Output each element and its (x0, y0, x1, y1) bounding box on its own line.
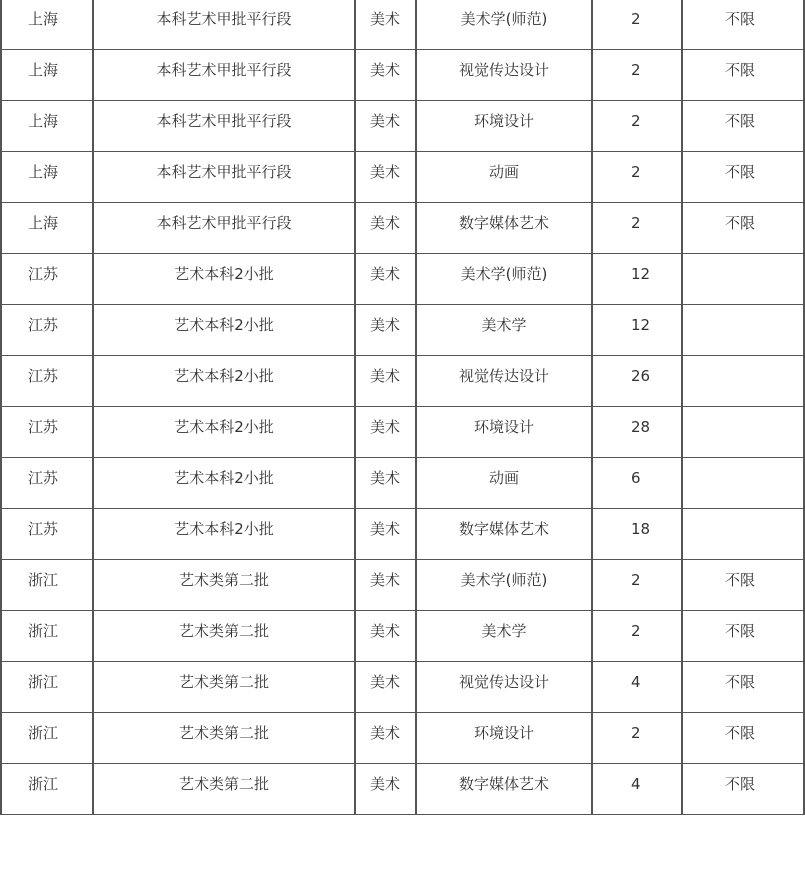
major-cell: 视觉传达设计 (416, 356, 592, 407)
province-cell: 上海 (1, 152, 93, 203)
table-row (1, 662, 804, 713)
category-cell: 美术 (355, 407, 416, 458)
plan-count-cell: 26 (592, 356, 682, 407)
batch-cell: 艺术本科2小批 (93, 305, 355, 356)
subject-limit-cell: 不限 (682, 611, 804, 662)
plan-count-cell: 2 (592, 203, 682, 254)
province-cell: 江苏 (1, 356, 93, 407)
batch-cell: 艺术类第二批 (93, 713, 355, 764)
category-cell: 美术 (355, 611, 416, 662)
batch-cell: 艺术类第二批 (93, 611, 355, 662)
subject-limit-cell: 不限 (682, 713, 804, 764)
subject-limit-cell (682, 407, 804, 458)
subject-limit-cell (682, 254, 804, 305)
plan-count-cell: 18 (592, 509, 682, 560)
batch-cell: 艺术类第二批 (93, 764, 355, 815)
category-cell: 美术 (355, 356, 416, 407)
category-cell: 美术 (355, 509, 416, 560)
major-cell: 美术学(师范) (416, 254, 592, 305)
subject-limit-cell (682, 305, 804, 356)
subject-limit-cell: 不限 (682, 662, 804, 713)
plan-count-cell: 28 (592, 407, 682, 458)
province-cell: 浙江 (1, 662, 93, 713)
plan-count-cell: 2 (592, 713, 682, 764)
batch-cell: 本科艺术甲批平行段 (93, 50, 355, 101)
table-row (1, 764, 804, 815)
plan-count-cell: 2 (592, 0, 682, 50)
category-cell: 美术 (355, 764, 416, 815)
major-cell: 视觉传达设计 (416, 50, 592, 101)
major-cell: 动画 (416, 458, 592, 509)
major-cell: 视觉传达设计 (416, 662, 592, 713)
plan-count-cell: 6 (592, 458, 682, 509)
major-cell: 环境设计 (416, 407, 592, 458)
category-cell: 美术 (355, 662, 416, 713)
table-row (1, 101, 804, 152)
province-cell: 浙江 (1, 560, 93, 611)
batch-cell: 艺术本科2小批 (93, 458, 355, 509)
batch-cell: 艺术本科2小批 (93, 509, 355, 560)
major-cell: 美术学 (416, 305, 592, 356)
subject-limit-cell: 不限 (682, 560, 804, 611)
plan-count-cell: 12 (592, 305, 682, 356)
plan-count-cell: 4 (592, 764, 682, 815)
plan-count-cell: 4 (592, 662, 682, 713)
province-cell: 江苏 (1, 305, 93, 356)
subject-limit-cell: 不限 (682, 50, 804, 101)
subject-limit-cell (682, 458, 804, 509)
plan-count-cell: 2 (592, 560, 682, 611)
table-row (1, 560, 804, 611)
major-cell: 环境设计 (416, 101, 592, 152)
province-cell: 浙江 (1, 764, 93, 815)
category-cell: 美术 (355, 0, 416, 50)
province-cell: 江苏 (1, 458, 93, 509)
table-row (1, 509, 804, 560)
major-cell: 动画 (416, 152, 592, 203)
category-cell: 美术 (355, 458, 416, 509)
subject-limit-cell: 不限 (682, 101, 804, 152)
major-cell: 数字媒体艺术 (416, 509, 592, 560)
table-row (1, 611, 804, 662)
batch-cell: 本科艺术甲批平行段 (93, 0, 355, 50)
category-cell: 美术 (355, 152, 416, 203)
batch-cell: 本科艺术甲批平行段 (93, 203, 355, 254)
category-cell: 美术 (355, 101, 416, 152)
batch-cell: 艺术本科2小批 (93, 254, 355, 305)
batch-cell: 本科艺术甲批平行段 (93, 152, 355, 203)
batch-cell: 本科艺术甲批平行段 (93, 101, 355, 152)
province-cell: 上海 (1, 50, 93, 101)
batch-cell: 艺术类第二批 (93, 560, 355, 611)
major-cell: 美术学(师范) (416, 560, 592, 611)
province-cell: 上海 (1, 203, 93, 254)
province-cell: 上海 (1, 0, 93, 50)
major-cell: 美术学(师范) (416, 0, 592, 50)
table-row (1, 407, 804, 458)
province-cell: 江苏 (1, 254, 93, 305)
plan-count-cell: 2 (592, 152, 682, 203)
subject-limit-cell: 不限 (682, 152, 804, 203)
table-row (1, 203, 804, 254)
province-cell: 浙江 (1, 713, 93, 764)
major-cell: 数字媒体艺术 (416, 764, 592, 815)
province-cell: 上海 (1, 101, 93, 152)
table-row (1, 0, 804, 50)
table-row (1, 50, 804, 101)
batch-cell: 艺术类第二批 (93, 662, 355, 713)
subject-limit-cell (682, 509, 804, 560)
subject-limit-cell: 不限 (682, 0, 804, 50)
category-cell: 美术 (355, 254, 416, 305)
subject-limit-cell: 不限 (682, 764, 804, 815)
category-cell: 美术 (355, 50, 416, 101)
plan-count-cell: 2 (592, 611, 682, 662)
category-cell: 美术 (355, 560, 416, 611)
category-cell: 美术 (355, 305, 416, 356)
table-row (1, 305, 804, 356)
batch-cell: 艺术本科2小批 (93, 407, 355, 458)
batch-cell: 艺术本科2小批 (93, 356, 355, 407)
subject-limit-cell: 不限 (682, 203, 804, 254)
plan-count-cell: 12 (592, 254, 682, 305)
subject-limit-cell (682, 356, 804, 407)
plan-count-cell: 2 (592, 101, 682, 152)
province-cell: 江苏 (1, 407, 93, 458)
major-cell: 美术学 (416, 611, 592, 662)
province-cell: 浙江 (1, 611, 93, 662)
province-cell: 江苏 (1, 509, 93, 560)
table-row (1, 713, 804, 764)
table-row (1, 254, 804, 305)
category-cell: 美术 (355, 203, 416, 254)
plan-count-cell: 2 (592, 50, 682, 101)
table-row (1, 458, 804, 509)
major-cell: 环境设计 (416, 713, 592, 764)
table-body (1, 0, 804, 815)
major-cell: 数字媒体艺术 (416, 203, 592, 254)
table-row (1, 152, 804, 203)
table-row (1, 356, 804, 407)
category-cell: 美术 (355, 713, 416, 764)
